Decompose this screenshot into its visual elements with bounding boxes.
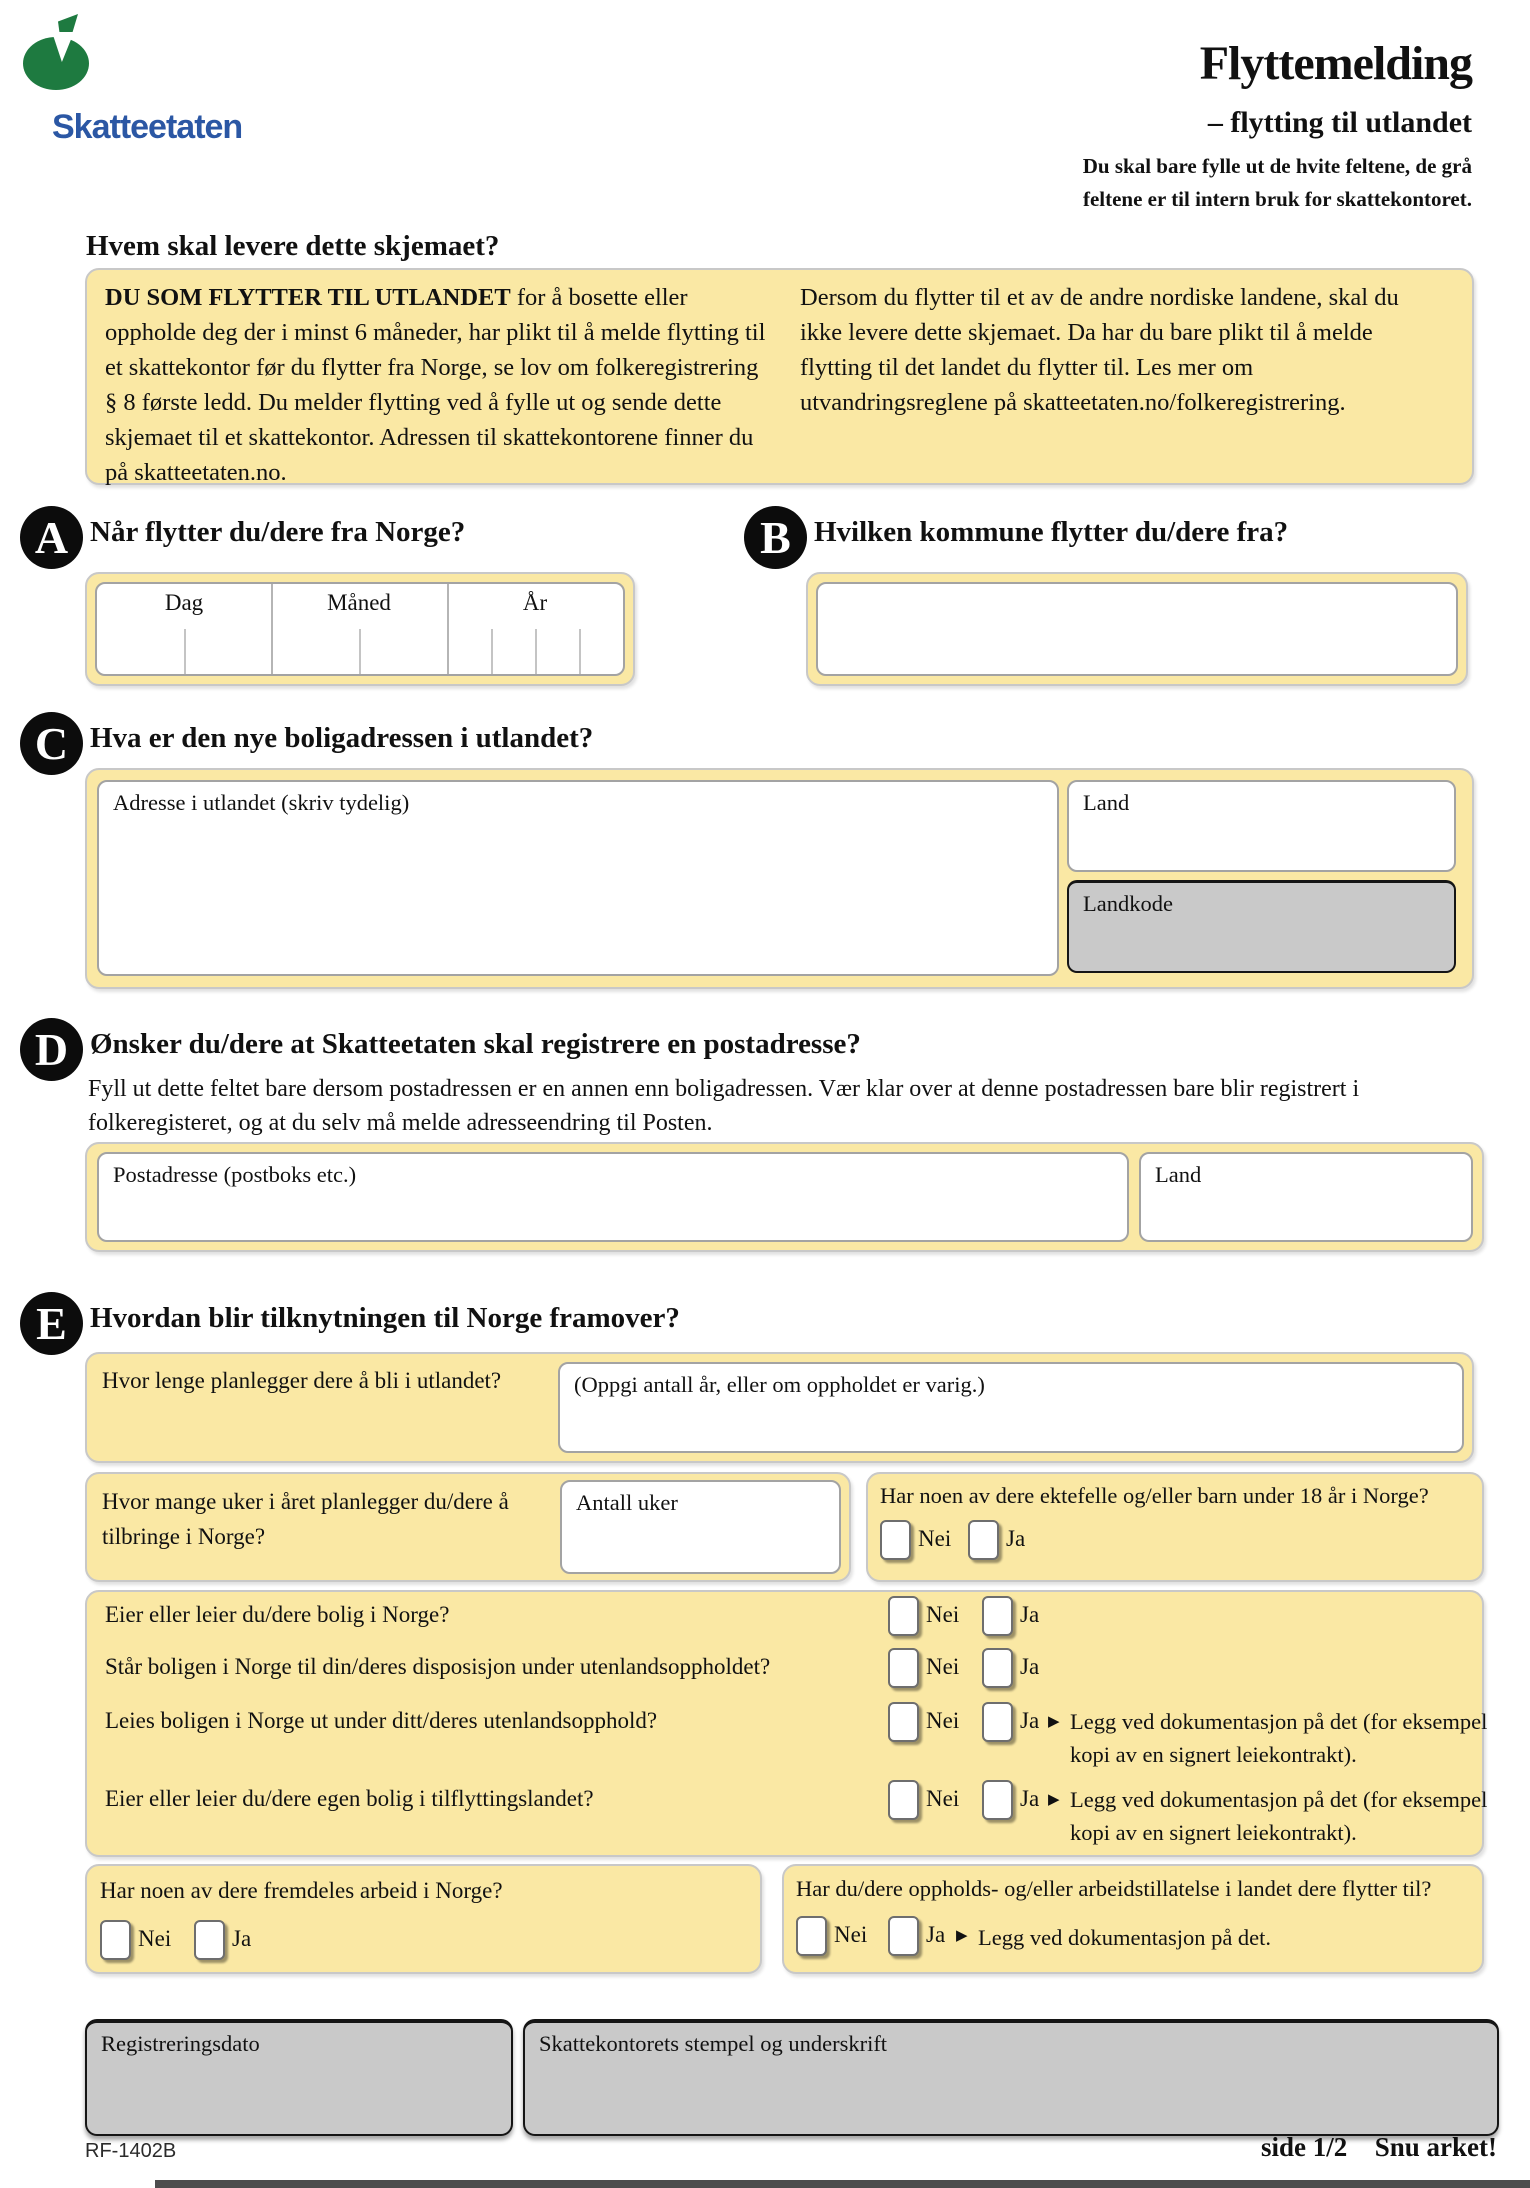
page-bottom-bar: [155, 2180, 1530, 2188]
note-line-2: feltene er til intern bruk for skattekontoret.: [1082, 187, 1472, 211]
family-question: Har noen av dere ektefelle og/eller barn under 18 år i Norge?: [880, 1483, 1429, 1508]
section-b-heading: Hvilken kommune flytter du/dere fra?: [814, 516, 1289, 548]
family-yes-label: Ja: [1006, 1526, 1026, 1551]
work-no-checkbox[interactable]: [100, 1920, 131, 1960]
duration-field[interactable]: [558, 1362, 1464, 1453]
weeks-field-label: Antall uker: [576, 1490, 678, 1515]
postal-country-field[interactable]: [1139, 1152, 1473, 1242]
skatteetaten-logo-icon: [23, 14, 115, 94]
section-a-heading: Når flytter du/dere fra Norge?: [90, 516, 466, 548]
form-title: Flyttemelding: [1199, 37, 1472, 90]
work-no-label: Nei: [138, 1926, 172, 1951]
permit-note: Legg ved dokumentasjon på det.: [978, 1925, 1272, 1950]
housing-q3-yes-label: Ja: [1020, 1708, 1040, 1733]
permit-no-checkbox[interactable]: [796, 1916, 827, 1956]
section-c-heading: Hva er den nye boligadressen i utlandet?: [90, 722, 594, 754]
work-yes-label: Ja: [232, 1926, 252, 1951]
page-indicator: [1261, 2132, 1497, 2163]
permit-no-label: Nei: [834, 1922, 868, 1947]
digit-tick: [184, 629, 186, 674]
housing-q2: Står boligen i Norge til din/deres disposisjon under utenlandsoppholdet?: [105, 1654, 771, 1679]
intro-right-paragraph: Dersom du flytter til et av de andre nordiske landene, skal du ikke levere dette skjemaet. Da har du bare plikt til å melde flytting til det landet du flytter til. Les mer om utvandringsreglene på skatteetaten.no/folkeregistrering.: [800, 284, 1399, 416]
digit-tick: [491, 629, 493, 674]
housing-q4-yes-label: Ja: [1020, 1786, 1040, 1811]
intro-left-lead: DU SOM FLYTTER TIL UTLANDET: [105, 284, 511, 311]
month-label: Måned: [327, 590, 391, 615]
tax-office-stamp-field: [523, 2019, 1499, 2136]
intro-left-rest: for å bosette eller oppholde deg der i minst 6 måneder, har plikt til å melde flytting til et skattekontor før du flytter fra Norge, se lov om folkeregistrering § 8 første ledd. Du melder flytting ved å fylle ut og sende dette skjemaet til et skattekontor. Adressen til skattekontorene finner du på skatteetaten.no.: [105, 284, 766, 486]
section-b-badge: B: [744, 506, 807, 569]
postal-address-field[interactable]: [97, 1152, 1129, 1242]
section-e-heading: Hvordan blir tilknytningen til Norge framover?: [90, 1302, 680, 1334]
municipality-field[interactable]: [816, 582, 1458, 676]
postal-country-label: Land: [1155, 1162, 1202, 1187]
attachment-arrow-icon: ▶: [956, 1926, 968, 1944]
country-label: Land: [1083, 790, 1130, 815]
section-d-note: Fyll ut dette feltet bare dersom postadressen er en annen enn boligadressen. Vær klar over at denne postadressen bare blir registrert i folkeregisteret, og at du selv må melde adresseendring til Posten.: [88, 1076, 1360, 1136]
housing-q1-yes-checkbox[interactable]: [982, 1596, 1013, 1636]
housing-q3-note: Legg ved dokumentasjon på det (for eksempel kopi av en signert leiekontrakt).: [1070, 1709, 1488, 1767]
duration-question: Hvor lenge planlegger dere å bli i utlandet?: [102, 1368, 502, 1393]
postal-address-label: Postadresse (postboks etc.): [113, 1162, 357, 1187]
attachment-arrow-icon: ▶: [1048, 1712, 1060, 1730]
turn-sheet-note: Snu arket!: [1374, 2132, 1497, 2162]
brand-name: Skatteetaten: [52, 108, 243, 146]
housing-q4: Eier eller leier du/dere egen bolig i tilflyttingslandet?: [105, 1786, 594, 1811]
housing-q4-note: Legg ved dokumentasjon på det (for eksempel kopi av en signert leiekontrakt).: [1070, 1787, 1488, 1845]
year-label: År: [522, 590, 548, 615]
permit-yes-checkbox[interactable]: [888, 1916, 919, 1956]
section-e-badge: E: [20, 1292, 83, 1355]
attachment-arrow-icon: ▶: [1048, 1790, 1060, 1808]
section-d-badge: D: [20, 1018, 83, 1081]
country-field[interactable]: [1067, 780, 1456, 872]
page-number: side 1/2: [1260, 2132, 1348, 2162]
housing-q3-yes-checkbox[interactable]: [982, 1702, 1013, 1742]
registration-date-label: Registreringsdato: [101, 2031, 260, 2056]
tax-office-stamp-label: Skattekontorets stempel og underskrift: [539, 2031, 888, 2056]
housing-q1-no-checkbox[interactable]: [888, 1596, 919, 1636]
digit-tick: [579, 629, 581, 674]
foreign-address-label: Adresse i utlandet (skriv tydelig): [113, 790, 410, 815]
housing-q3-no-checkbox[interactable]: [888, 1702, 919, 1742]
permit-question: Har du/dere oppholds- og/eller arbeidstillatelse i landet dere flytter til?: [796, 1876, 1432, 1901]
housing-q2-no-checkbox[interactable]: [888, 1648, 919, 1688]
housing-q1: Eier eller leier du/dere bolig i Norge?: [105, 1602, 450, 1627]
family-no-checkbox[interactable]: [880, 1520, 911, 1560]
family-yes-checkbox[interactable]: [968, 1520, 999, 1560]
section-c-badge: C: [20, 712, 83, 775]
family-no-label: Nei: [918, 1526, 952, 1551]
permit-yes-label: Ja: [926, 1922, 946, 1947]
housing-q3-no-label: Nei: [926, 1708, 960, 1733]
housing-q2-yes-checkbox[interactable]: [982, 1648, 1013, 1688]
weeks-question: Hvor mange uker i året planlegger du/dere å tilbringe i Norge?: [102, 1489, 509, 1549]
housing-q2-no-label: Nei: [926, 1654, 960, 1679]
note-line-1: Du skal bare fylle ut de hvite feltene, de grå: [1082, 154, 1472, 178]
section-a-badge: A: [20, 506, 83, 569]
digit-tick: [535, 629, 537, 674]
weeks-field[interactable]: [560, 1480, 841, 1574]
housing-q4-no-checkbox[interactable]: [888, 1780, 919, 1820]
intro-heading: Hvem skal levere dette skjemaet?: [86, 230, 500, 262]
day-label: Dag: [164, 590, 204, 615]
work-yes-checkbox[interactable]: [194, 1920, 225, 1960]
move-date-field[interactable]: [95, 582, 625, 676]
intro-left-paragraph: [105, 280, 773, 490]
registration-date-field: [85, 2019, 513, 2136]
form-id: RF-1402B: [85, 2140, 177, 2162]
form-subtitle: – flytting til utlandet: [1207, 106, 1472, 139]
duration-hint: (Oppgi antall år, eller om oppholdet er varig.): [574, 1372, 985, 1397]
country-code-field: [1067, 880, 1456, 973]
work-question: Har noen av dere fremdeles arbeid i Norge?: [100, 1878, 503, 1903]
section-d-heading: Ønsker du/dere at Skatteetaten skal registrere en postadresse?: [90, 1028, 861, 1060]
housing-q4-no-label: Nei: [926, 1786, 960, 1811]
housing-q4-yes-checkbox[interactable]: [982, 1780, 1013, 1820]
foreign-address-field[interactable]: [97, 780, 1059, 976]
housing-q1-no-label: Nei: [926, 1602, 960, 1627]
form-instruction-note: [1083, 150, 1472, 216]
country-code-label: Landkode: [1083, 891, 1173, 916]
housing-q2-yes-label: Ja: [1020, 1654, 1040, 1679]
digit-tick: [359, 629, 361, 674]
housing-q3: Leies boligen i Norge ut under ditt/deres utenlandsopphold?: [105, 1708, 658, 1733]
housing-q1-yes-label: Ja: [1020, 1602, 1040, 1627]
